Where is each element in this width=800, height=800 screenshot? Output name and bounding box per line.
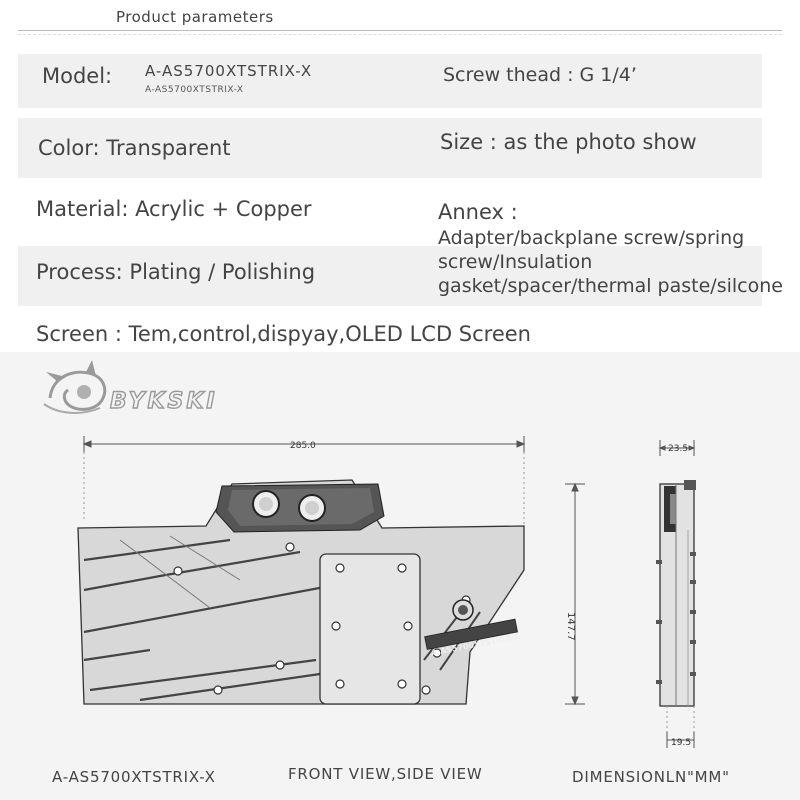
model-label: Model: bbox=[42, 64, 113, 88]
brand-logo-text: BYKSKI bbox=[110, 389, 218, 414]
plate-model-label: A-AS5700XTSTRIX-X bbox=[430, 631, 521, 658]
model-value: A-AS5700XTSTRIX-X bbox=[145, 62, 313, 80]
dragon-logo-icon bbox=[44, 360, 105, 413]
height-dimension-value: 147.7 bbox=[565, 612, 576, 641]
screw-thread: Screw thead : G 1/4’ bbox=[443, 64, 637, 86]
waterblock-front-view bbox=[78, 480, 524, 704]
annex-line-2: screw/Insulation bbox=[438, 251, 593, 273]
side-top-dimension-value: 23.5 bbox=[668, 444, 689, 454]
annex-line-3: gasket/spacer/thermal paste/silcone bbox=[438, 275, 783, 297]
side-bottom-dimension-value: 19.5 bbox=[671, 738, 692, 748]
caption-views: FRONT VIEW,SIDE VIEW bbox=[288, 765, 483, 783]
size-spec: Size : as the photo show bbox=[440, 130, 697, 154]
caption-model: A-AS5700XTSTRIX-X bbox=[52, 768, 216, 786]
annex-line-1: Adapter/backplane screw/spring bbox=[438, 227, 745, 249]
height-dimension bbox=[565, 484, 585, 704]
section-title: Product parameters bbox=[116, 8, 274, 26]
color-spec: Color: Transparent bbox=[38, 136, 231, 160]
waterblock-side-view bbox=[656, 480, 696, 706]
material-spec: Material: Acrylic + Copper bbox=[36, 197, 312, 221]
process-spec: Process: Plating / Polishing bbox=[36, 260, 316, 284]
width-dimension-value: 285.0 bbox=[290, 441, 316, 451]
model-subvalue: A-AS5700XTSTRIX-X bbox=[145, 85, 244, 95]
annex-label: Annex : bbox=[438, 200, 518, 224]
caption-unit: DIMENSIONLN"MM" bbox=[572, 768, 730, 786]
screen-spec: Screen : Tem,control,dispyay,OLED LCD Screen bbox=[36, 322, 531, 346]
